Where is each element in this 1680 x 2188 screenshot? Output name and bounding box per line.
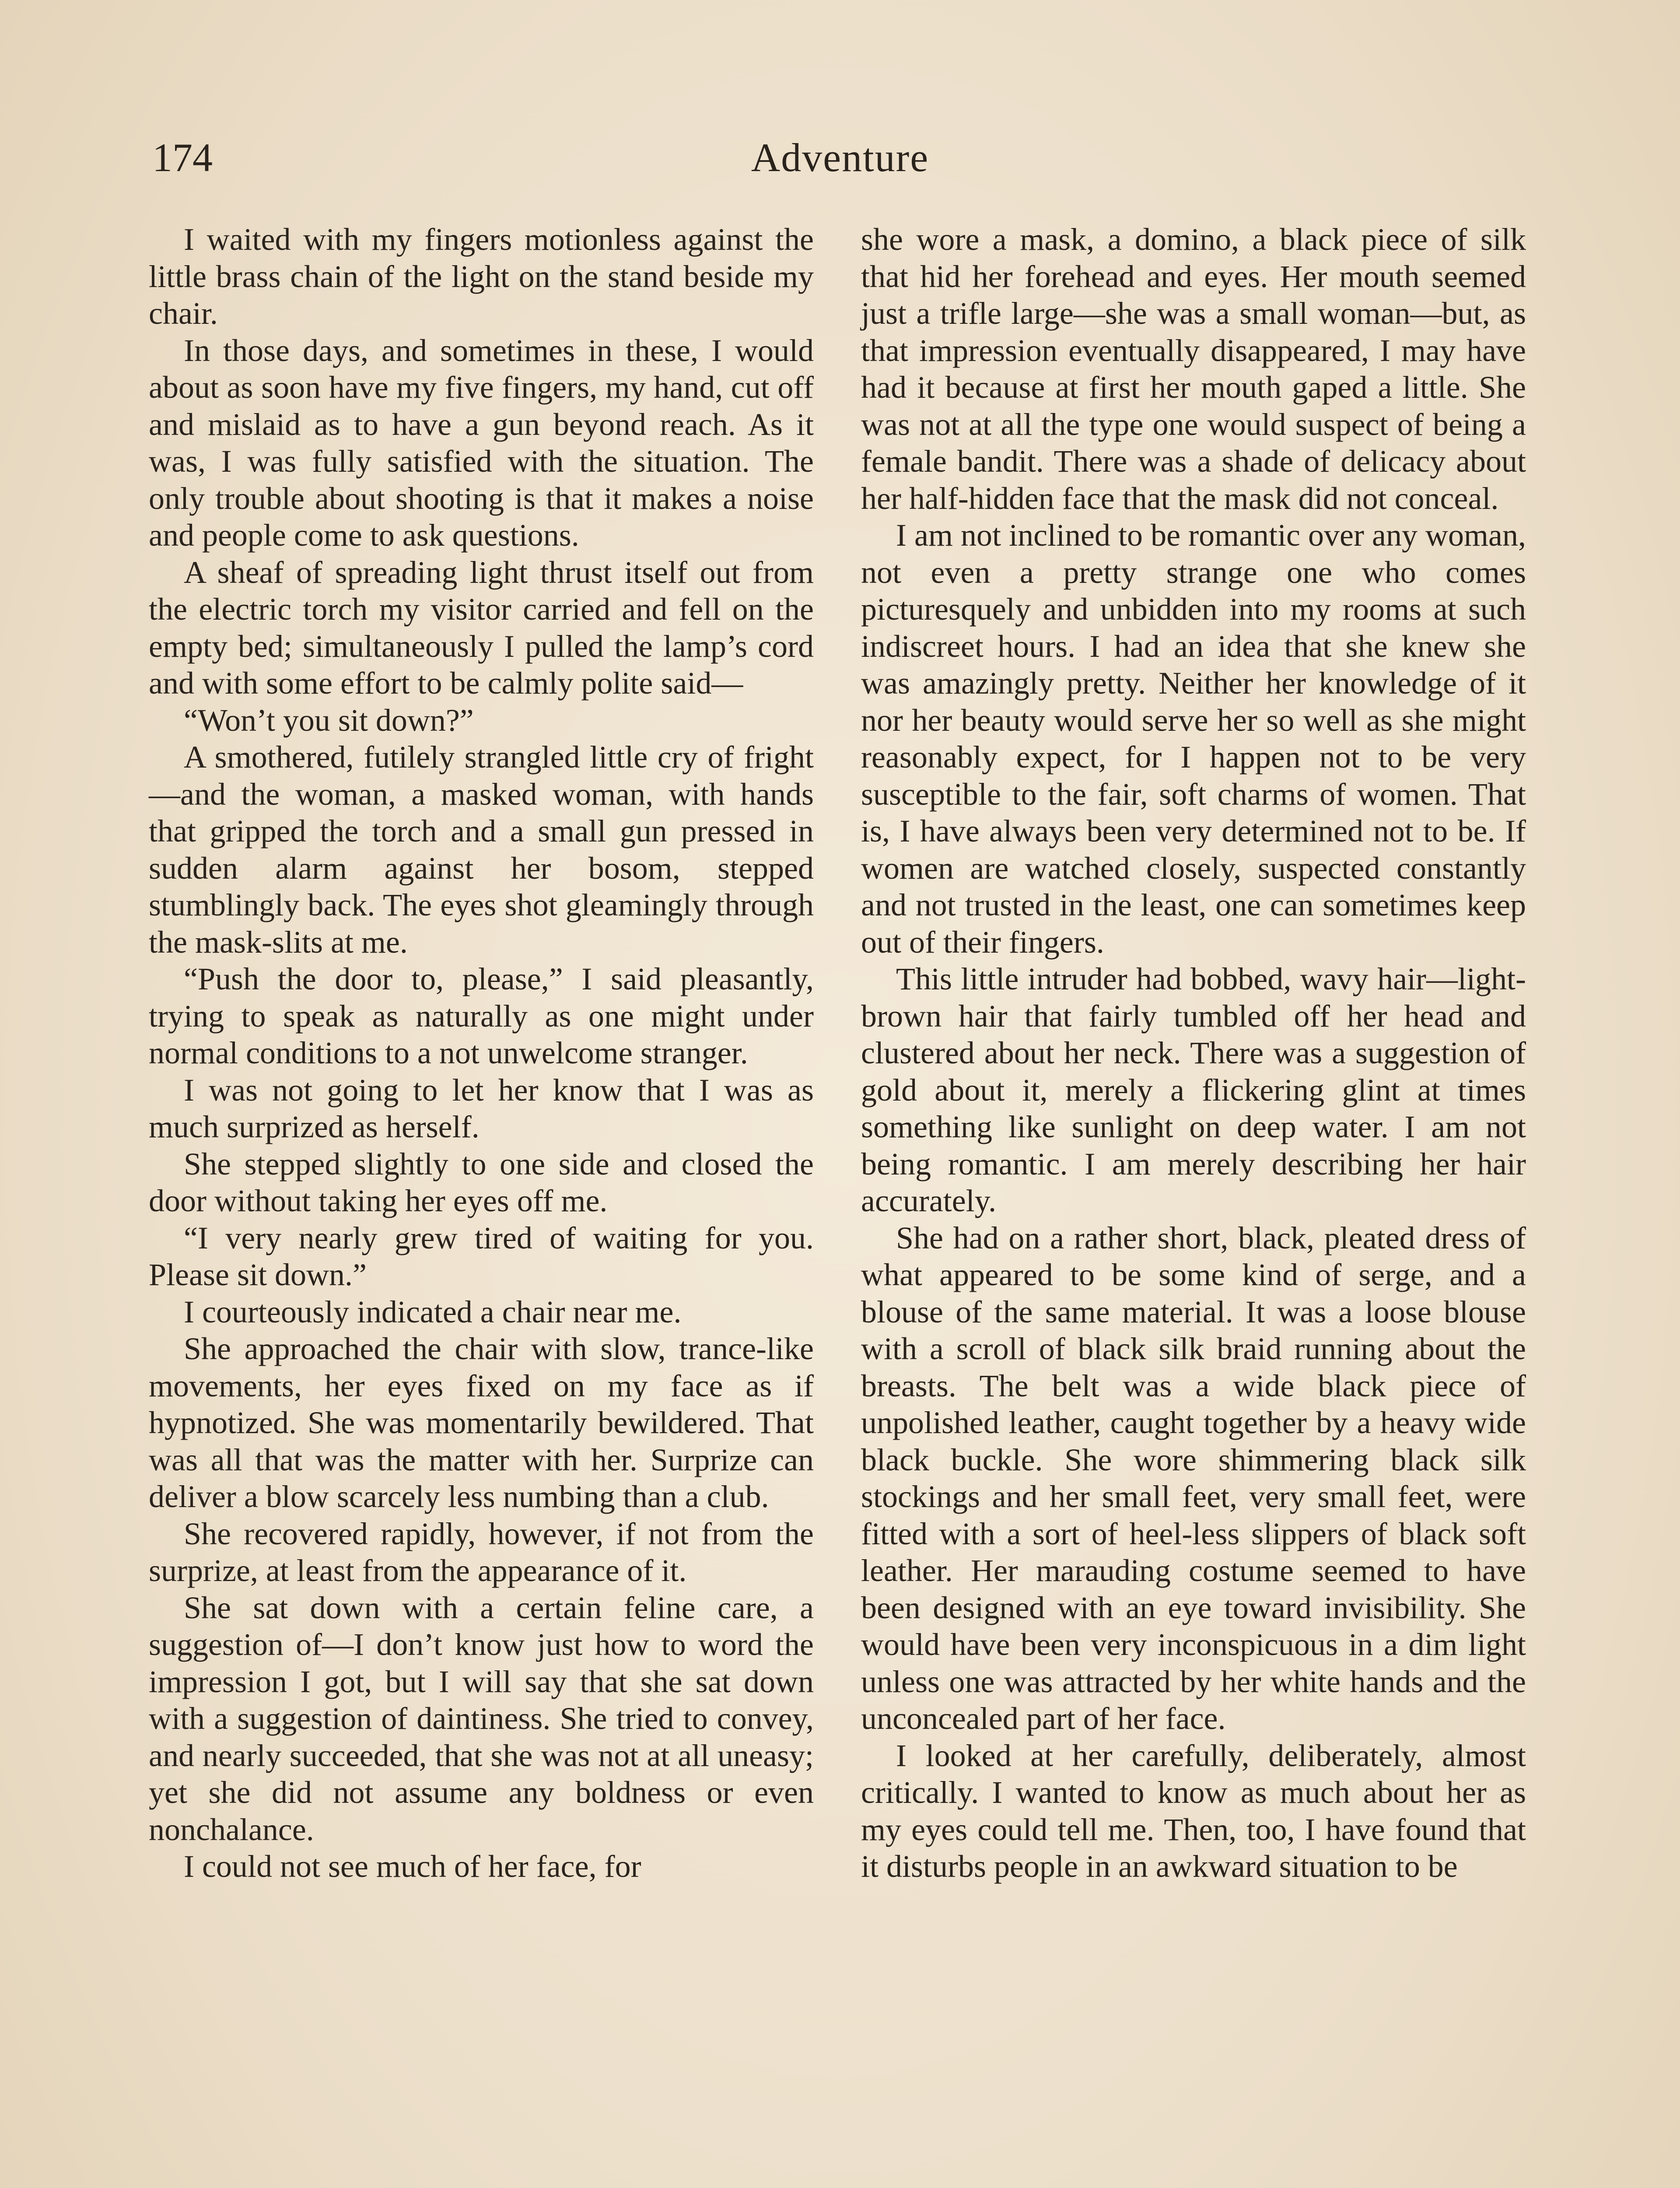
paragraph: “I very nearly grew tired of waiting for you. Please sit down.” — [149, 1220, 814, 1292]
running-title: Adventure — [751, 135, 929, 180]
paragraph: She approached the chair with slow, trance-like movements, her eyes fixed on my face as if hypnotized. She was momentarily bewildered. That was all that was the matter with her. Surprize can deliver a blow scarcely less numbing than a club. — [149, 1331, 814, 1514]
page-header — [149, 131, 1531, 193]
paragraph-continued: she wore a mask, a domino, a black piece of silk that hid her forehead and eyes. Her mouth seemed just a trifle large—she was a small woman—but, as that impression eventually disappeared, I may have had it because at first her mouth gaped a little. She was not at all the type one would suspect of being a female bandit. There was a shade of delicacy about her half-hidden face that the mask did not conceal. — [861, 222, 1526, 516]
paragraph: I was not going to let her know that I was as much surprized as herself. — [149, 1072, 814, 1144]
page-number: 174 — [152, 135, 213, 180]
paragraph: I could not see much of her face, for — [184, 1849, 641, 1884]
paragraph: “Won’t you sit down?” — [184, 702, 474, 738]
paragraph: She stepped slightly to one side and closed the door without taking her eyes off me. — [149, 1146, 814, 1218]
paragraph: She recovered rapidly, however, if not from the surprize, at least from the appearance of it. — [149, 1516, 814, 1588]
paragraph: A sheaf of spreading light thrust itself out from the electric torch my visitor carried and fell on the empty bed; simultaneously I pulled the lamp’s cord and with some effort to be calmly polite said— — [149, 554, 814, 701]
paragraph: She had on a rather short, black, pleated dress of what appeared to be some kind of serge, and a blouse of the same material. It was a loose blouse with a scroll of black silk braid running about the breasts. The belt was a wide black piece of unpolished leather, caught together by a heavy wide black buckle. She wore shimmering black silk stockings and her small feet, very small feet, were fitted with a sort of heel-less slippers of black soft leather. Her marauding costume seemed to have been designed with an eye toward invisibility. She would have been very inconspicuous in a dim light unless one was attracted by her white hands and the unconcealed part of her face. — [861, 1220, 1526, 1736]
paragraph: In those days, and sometimes in these, I would about as soon have my five fingers, my hand, cut off and mislaid as to have a gun beyond reach. As it was, I was fully satisfied with the situation. The only trouble about shooting is that it makes a noise and people come to ask questions. — [149, 333, 814, 553]
paragraph: A smothered, futilely strangled little cry of fright—and the woman, a masked woman, with hands that gripped the torch and a small gun pressed in sudden alarm against her bosom, stepped stumblingly back. The eyes shot gleamingly through the mask-slits at me. — [149, 740, 814, 960]
left-column — [149, 221, 814, 1885]
paragraph: I waited with my fingers motionless against the little brass chain of the light on the stand beside my chair. — [149, 222, 814, 331]
paragraph: I am not inclined to be romantic over any woman, not even a pretty strange one who comes picturesquely and unbidden into my rooms at such indiscreet hours. I had an idea that she knew she was amazingly pretty. Neither her knowledge of it nor her beauty would serve her so well as she might reasonably expect, for I happen not to be very susceptible to the fair, soft charms of women. That is, I have always been very determined not to be. If women are watched closely, suspected constantly and not trusted in the least, one can sometimes keep out of their fingers. — [861, 518, 1526, 960]
paragraph: I looked at her carefully, deliberately, almost critically. I wanted to know as much about her as my eyes could tell me. Then, too, I have found that it disturbs people in an awkward situation to be — [861, 1738, 1526, 1884]
paragraph: “Push the door to, please,” I said pleasantly, trying to speak as naturally as one might under normal conditions to a not unwelcome stranger. — [149, 961, 814, 1070]
right-column — [861, 221, 1526, 1885]
paragraph: She sat down with a certain feline care, a suggestion of—I don’t know just how to word the impression I got, but I will say that she sat down with a suggestion of daintiness. She tried to convey, and nearly succeeded, that she was not at all uneasy; yet she did not assume any boldness or even nonchalance. — [149, 1590, 814, 1847]
paragraph: This little intruder had bobbed, wavy hair—light-brown hair that fairly tumbled off her head and clustered about her neck. There was a suggestion of gold about it, merely a flickering glint at times something like sunlight on deep water. I am not being romantic. I am merely describing her hair accurately. — [861, 961, 1526, 1218]
paragraph: I courteously indicated a chair near me. — [184, 1294, 682, 1329]
